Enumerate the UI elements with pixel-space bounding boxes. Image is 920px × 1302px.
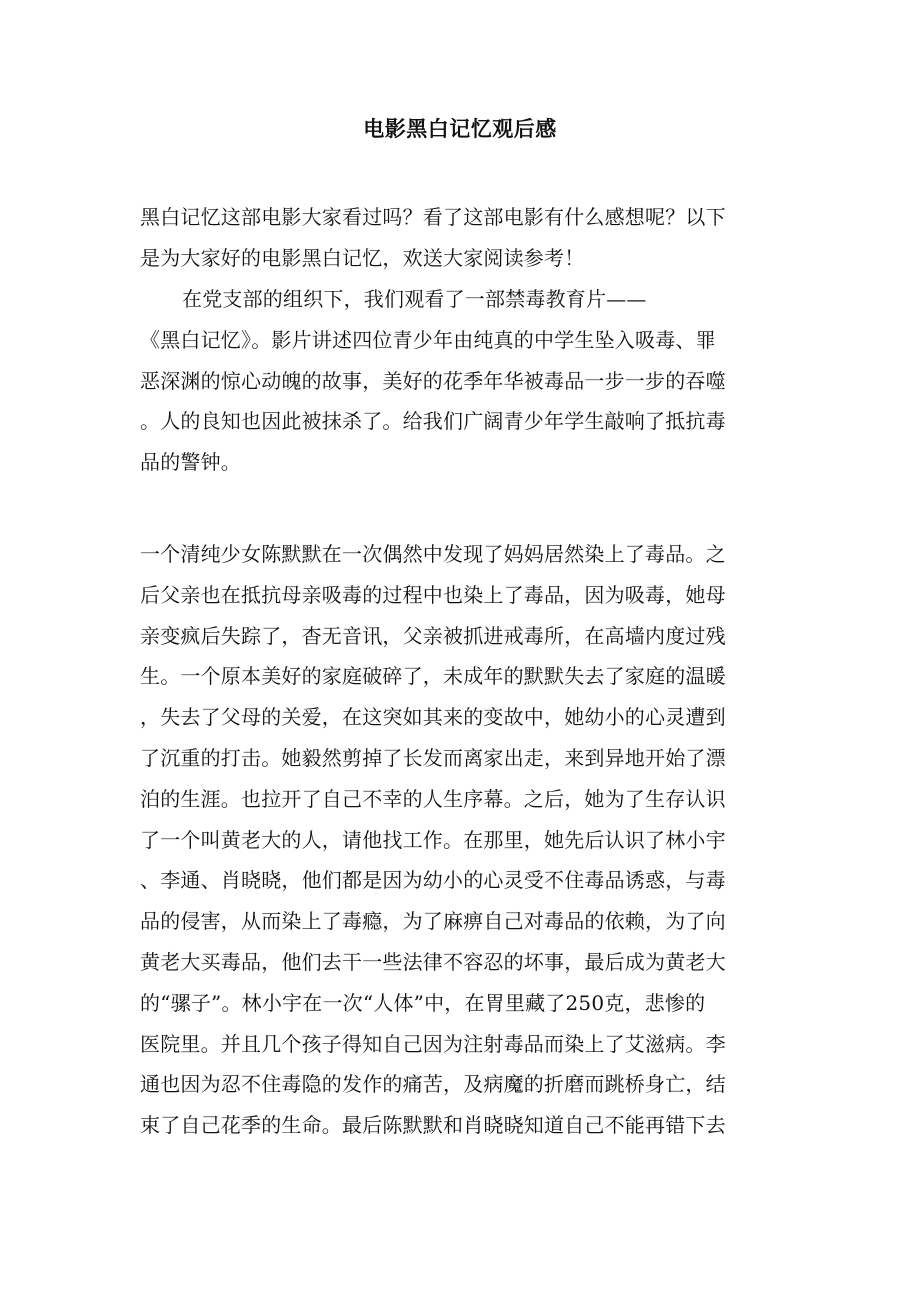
text-line: 束了自己花季的生命。最后陈默默和肖晓晓知道自己不能再错下去 <box>140 1113 726 1138</box>
text-line: 黑白记忆这部电影大家看过吗？看了这部电影有什么感想呢？以下 <box>140 205 726 229</box>
text-line: 的“骡子”。林小宇在一次“人体”中，在胃里藏了250克，悲惨的 <box>140 990 706 1015</box>
text-line: 生。一个原本美好的家庭破碎了，未成年的默默失去了家庭的温暖 <box>140 664 726 689</box>
text-line: 医院里。并且几个孩子得知自己因为注射毒品而染上了艾滋病。李 <box>140 1031 726 1056</box>
text-line: 泊的生涯。也拉开了自己不幸的人生序幕。之后，她为了生存认识 <box>140 786 726 811</box>
text-line: 了一个叫黄老大的人，请他找工作。在那里，她先后认识了林小宇 <box>140 827 726 852</box>
paragraph-intro <box>140 197 790 279</box>
text-line: ，失去了父母的关爱，在这突如其来的变故中，她幼小的心灵遭到 <box>140 705 726 730</box>
text-line: 品的侵害，从而染上了毒瘾，为了麻痹自己对毒品的依赖，为了向 <box>140 909 726 934</box>
paragraph-story <box>140 534 790 1146</box>
text-line: 。人的良知也因此被抹杀了。给我们广阔青少年学生敲响了抵抗毒 <box>140 409 726 434</box>
text-line: 一个清纯少女陈默默在一次偶然中发现了妈妈居然染上了毒品。之 <box>140 542 726 566</box>
document-title: 电影黑白记忆观后感 <box>363 116 557 141</box>
text-line: 了沉重的打击。她毅然剪掉了长发而离家出走，来到异地开始了漂 <box>140 745 726 770</box>
text-line: 黄老大买毒品，他们去干一些法律不容忍的坏事，最后成为黄老大 <box>140 949 726 974</box>
paragraph-background <box>140 279 790 483</box>
text-line: 是为大家好的电影黑白记忆，欢送大家阅读参考！ <box>140 245 585 270</box>
text-line: 品的警钟。 <box>140 450 241 475</box>
text-line: 通也因为忍不住毒隐的发作的痛苦，及病魔的折磨而跳桥身亡，结 <box>140 1072 726 1097</box>
text-line: 《黑白记忆》。影片讲述四位青少年由纯真的中学生坠入吸毒、罪 <box>140 327 716 352</box>
text-line: 亲变疯后失踪了，杳无音讯，父亲被抓进戒毒所，在高墙内度过残 <box>140 623 726 648</box>
text-line: 恶深渊的惊心动魄的故事，美好的花季年华被毒品一步一步的吞噬 <box>140 368 726 393</box>
text-line: 后父亲也在抵抗母亲吸毒的过程中也染上了毒品，因为吸毒，她母 <box>140 582 726 607</box>
text-line: 在党支部的组织下，我们观看了一部禁毒教育片—— <box>182 287 647 311</box>
text-line: 、李通、肖晓晓，他们都是因为幼小的心灵受不住毒品诱惑，与毒 <box>140 868 726 893</box>
